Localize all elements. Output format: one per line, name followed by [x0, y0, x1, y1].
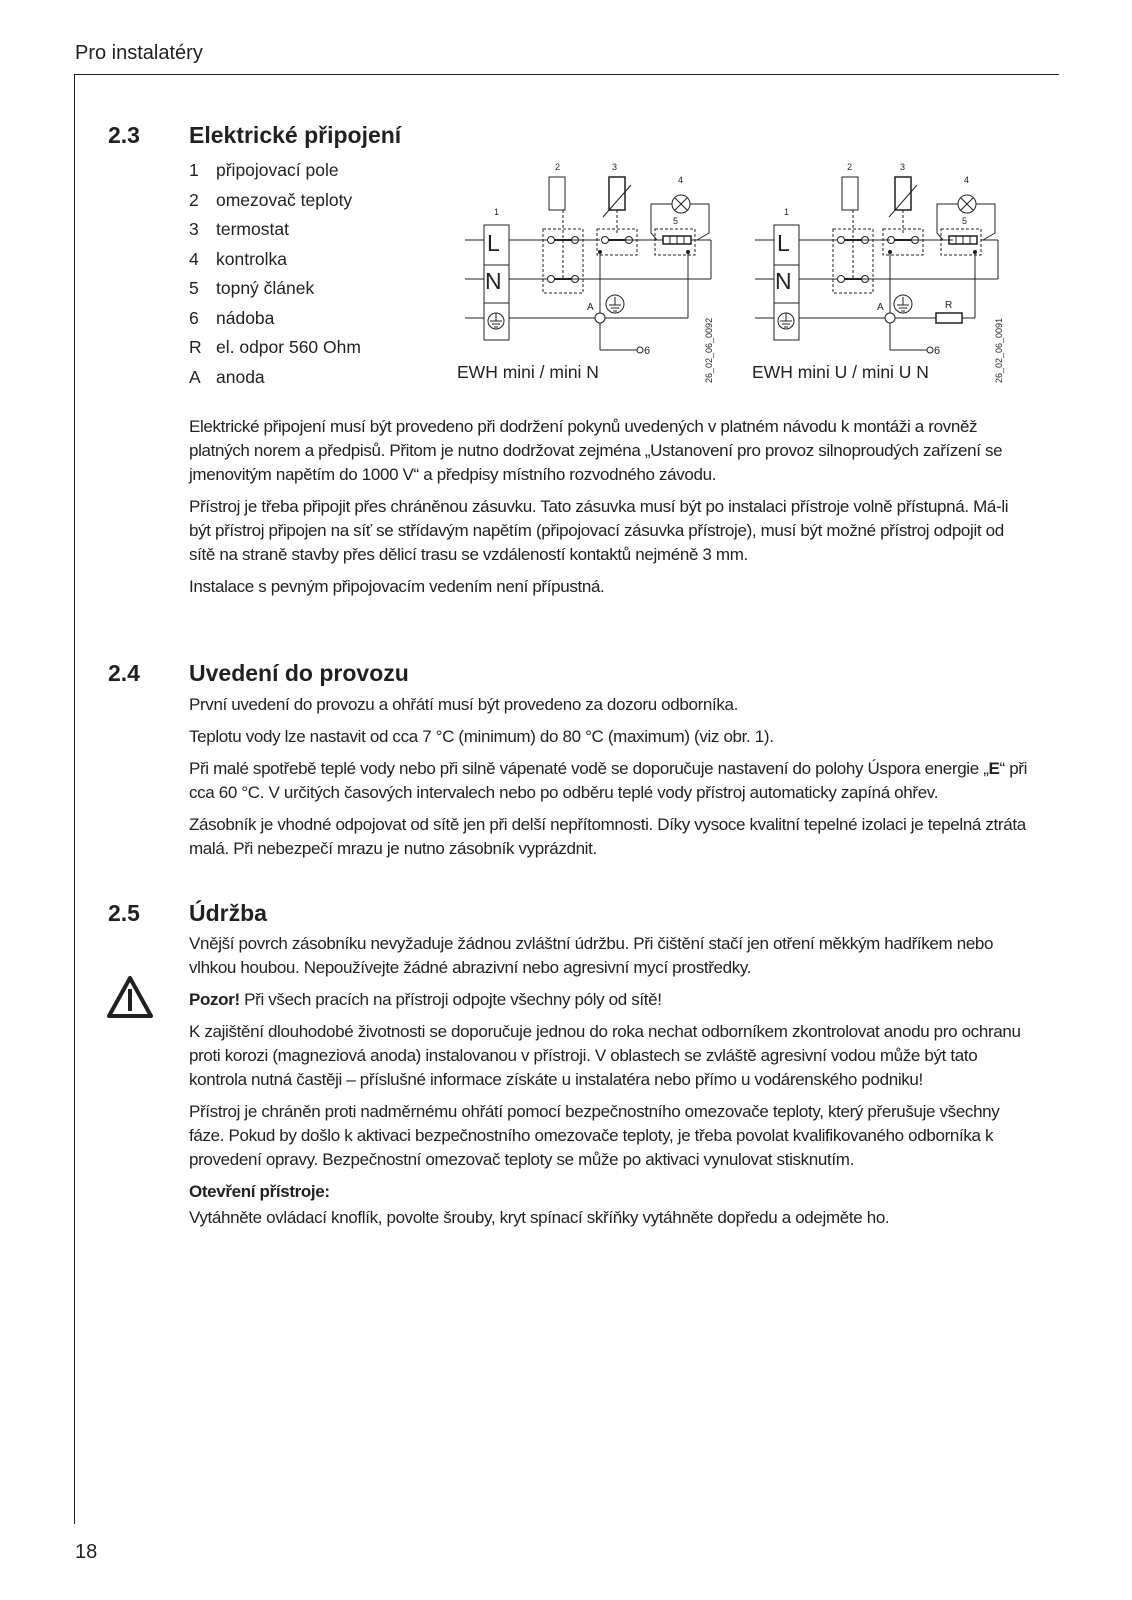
section-title: Údržba [189, 900, 267, 926]
legend-item [189, 219, 361, 249]
label-A: A [877, 302, 884, 313]
legend-label: el. odpor 560 Ohm [216, 337, 361, 357]
thermostat-symbol [609, 177, 625, 210]
warning-paragraph [189, 988, 1029, 1012]
legend-key: 6 [189, 307, 199, 328]
warning-label: Pozor! [189, 990, 240, 1009]
warning-icon [106, 975, 154, 1019]
legend-label: omezovač teploty [216, 189, 353, 210]
label-5: 5 [962, 216, 968, 226]
label-4: 4 [678, 175, 684, 185]
label-5: 5 [673, 216, 679, 226]
legend-key: A [189, 366, 201, 387]
legend-item [189, 160, 361, 190]
section-2-3-body [189, 415, 1029, 607]
paragraph: Přístroj je chráněn proti nadměrnému ohřátí pomocí bezpečnostního omezovače teploty, který přerušuje všechny fáze. Pokud by došlo k aktivaci bezpečnostního omezovače teploty, je třeba povolat kvalifikovaného odborníka k provedení opravy. Bezpečnostní omezovač teploty se může po aktivaci vynulovat stisknutím. [189, 1102, 1000, 1169]
legend-label: připojovací pole [216, 160, 339, 180]
resistor-symbol [936, 313, 962, 323]
frame-left-rule [74, 74, 75, 1524]
label-6: 6 [644, 345, 651, 357]
label-1: 1 [494, 207, 500, 217]
label-1: 1 [784, 207, 790, 217]
label-4: 4 [964, 175, 970, 185]
paragraph: Zásobník je vhodné odpojovat od sítě jen při delší nepřítomnosti. Díky vysoce kvalitní tepelné izolaci je tepelná ztráta malá. Při nebezpečí mrazu je nutno zásobník vyprázdnit. [189, 815, 1026, 858]
section-2-5-body [189, 932, 1029, 1238]
legend-list [189, 160, 361, 396]
label-L: L [777, 230, 790, 256]
section-number: 2.4 [108, 660, 140, 686]
label-N: N [775, 268, 792, 294]
legend-label: nádoba [216, 307, 275, 328]
legend-key: 3 [189, 219, 199, 239]
label-2: 2 [847, 162, 853, 172]
legend-key: 5 [189, 278, 199, 298]
frame-top-rule [74, 74, 1059, 75]
legend-key: 2 [189, 189, 199, 210]
energy-mode-label: E [988, 759, 1000, 778]
text-run: “ při cca 60 °C. V určitých časových intervalech nebo po odběru teplé vody přístroj automaticky zapíná ohřev. [189, 759, 1028, 802]
legend-label: anoda [216, 366, 265, 387]
paragraph: První uvedení do provozu a ohřátí musí být provedeno za dozoru odborníka. [189, 695, 739, 714]
legend-label: termostat [216, 219, 289, 239]
diagram-caption: EWH mini / mini N [457, 362, 599, 382]
running-header: Pro instalatéry [75, 42, 203, 64]
figure-code: 26_02_06_0091 [994, 317, 1004, 383]
text-run: Při malé spotřebě teplé vody nebo při silně vápenaté vodě se doporučuje nastavení do polohy Úspora energie „ [189, 759, 989, 778]
wiring-diagram-mini-u [755, 155, 1025, 390]
page-number: 18 [75, 1541, 98, 1563]
paragraph: Vytáhněte ovládací knoflík, povolte šrouby, kryt spínací skříňky vytáhněte dopředu a odejměte ho. [189, 1208, 890, 1227]
paragraph: Přístroj je třeba připojit přes chráněnou zásuvku. Tato zásuvka musí být po instalaci přístroje volně přístupná. Má-li být přístroj připojen na síť se střídavým napětím (připojovací zásuvka přístroje), musí být možné přístroj odpojit od sítě na straně stavby přes dělicí trasu se vzdáleností kontaktů nejméně 3 mm. [189, 497, 1009, 564]
legend-key: 4 [189, 248, 199, 269]
legend-item [189, 308, 361, 338]
legend-item [189, 278, 361, 308]
label-2: 2 [555, 162, 561, 172]
label-A: A [587, 302, 594, 313]
legend-key: R [189, 337, 202, 357]
legend-key: 1 [189, 160, 199, 180]
temperature-limiter-symbol [549, 177, 565, 210]
label-N: N [485, 268, 502, 294]
figure-code: 26_02_06_0092 [704, 317, 714, 383]
paragraph: Elektrické připojení musí být provedeno při dodržení pokynů uvedených v platném návodu k montáži a rovněž platných norem a předpisů. Přitom je nutno dodržovat zejména „Ustanovení pro provoz silnoproudých zařízení se jmenovitým napětím do 1000 V“ a předpisy místního rozvodného závodu. [189, 417, 1003, 484]
label-L: L [487, 230, 500, 256]
section-2-4-body [189, 693, 1029, 869]
subheading: Otevření přístroje: [189, 1182, 330, 1201]
legend-item [189, 190, 361, 220]
section-title: Elektrické připojení [189, 122, 402, 148]
paragraph: K zajištění dlouhodobé životnosti se doporučuje jednou do roka nechat odborníkem zkontrolovat anodu pro ochranu proti korozi (magneziová anoda) instalovanou v přístroji. V oblastech se zvláště agresivní vodou může být tato kontrola nutná častěji – příslušné informace získáte u instalatéra nebo přímo u vodárenského podniku! [189, 1022, 1021, 1089]
section-number: 2.3 [108, 122, 140, 148]
legend-label: topný článek [216, 278, 315, 298]
paragraph: Instalace s pevným připojovacím vedením není přípustná. [189, 577, 605, 596]
legend-item [189, 337, 361, 367]
section-number: 2.5 [108, 900, 140, 926]
label-3: 3 [900, 162, 906, 172]
wiring-diagram-mini [465, 155, 735, 390]
label-3: 3 [612, 162, 618, 172]
legend-item [189, 367, 361, 397]
paragraph [189, 757, 1029, 805]
legend-label: kontrolka [216, 248, 288, 269]
legend-item [189, 249, 361, 279]
label-6: 6 [934, 345, 941, 357]
paragraph: Vnější povrch zásobníku nevyžaduje žádnou zvláštní údržbu. Při čištění stačí jen otření měkkým hadříkem nebo vlhkou houbou. Nepoužívejte žádné abrazivní nebo agresivní mycí prostředky. [189, 934, 994, 977]
label-R: R [945, 300, 953, 311]
paragraph: Teplotu vody lze nastavit od cca 7 °C (minimum) do 80 °C (maximum) (viz obr. 1). [189, 727, 774, 746]
text-run: Při všech pracích na přístroji odpojte všechny póly od sítě! [239, 990, 662, 1009]
section-title: Uvedení do provozu [189, 660, 409, 686]
diagram-caption: EWH mini U / mini U N [752, 362, 929, 382]
